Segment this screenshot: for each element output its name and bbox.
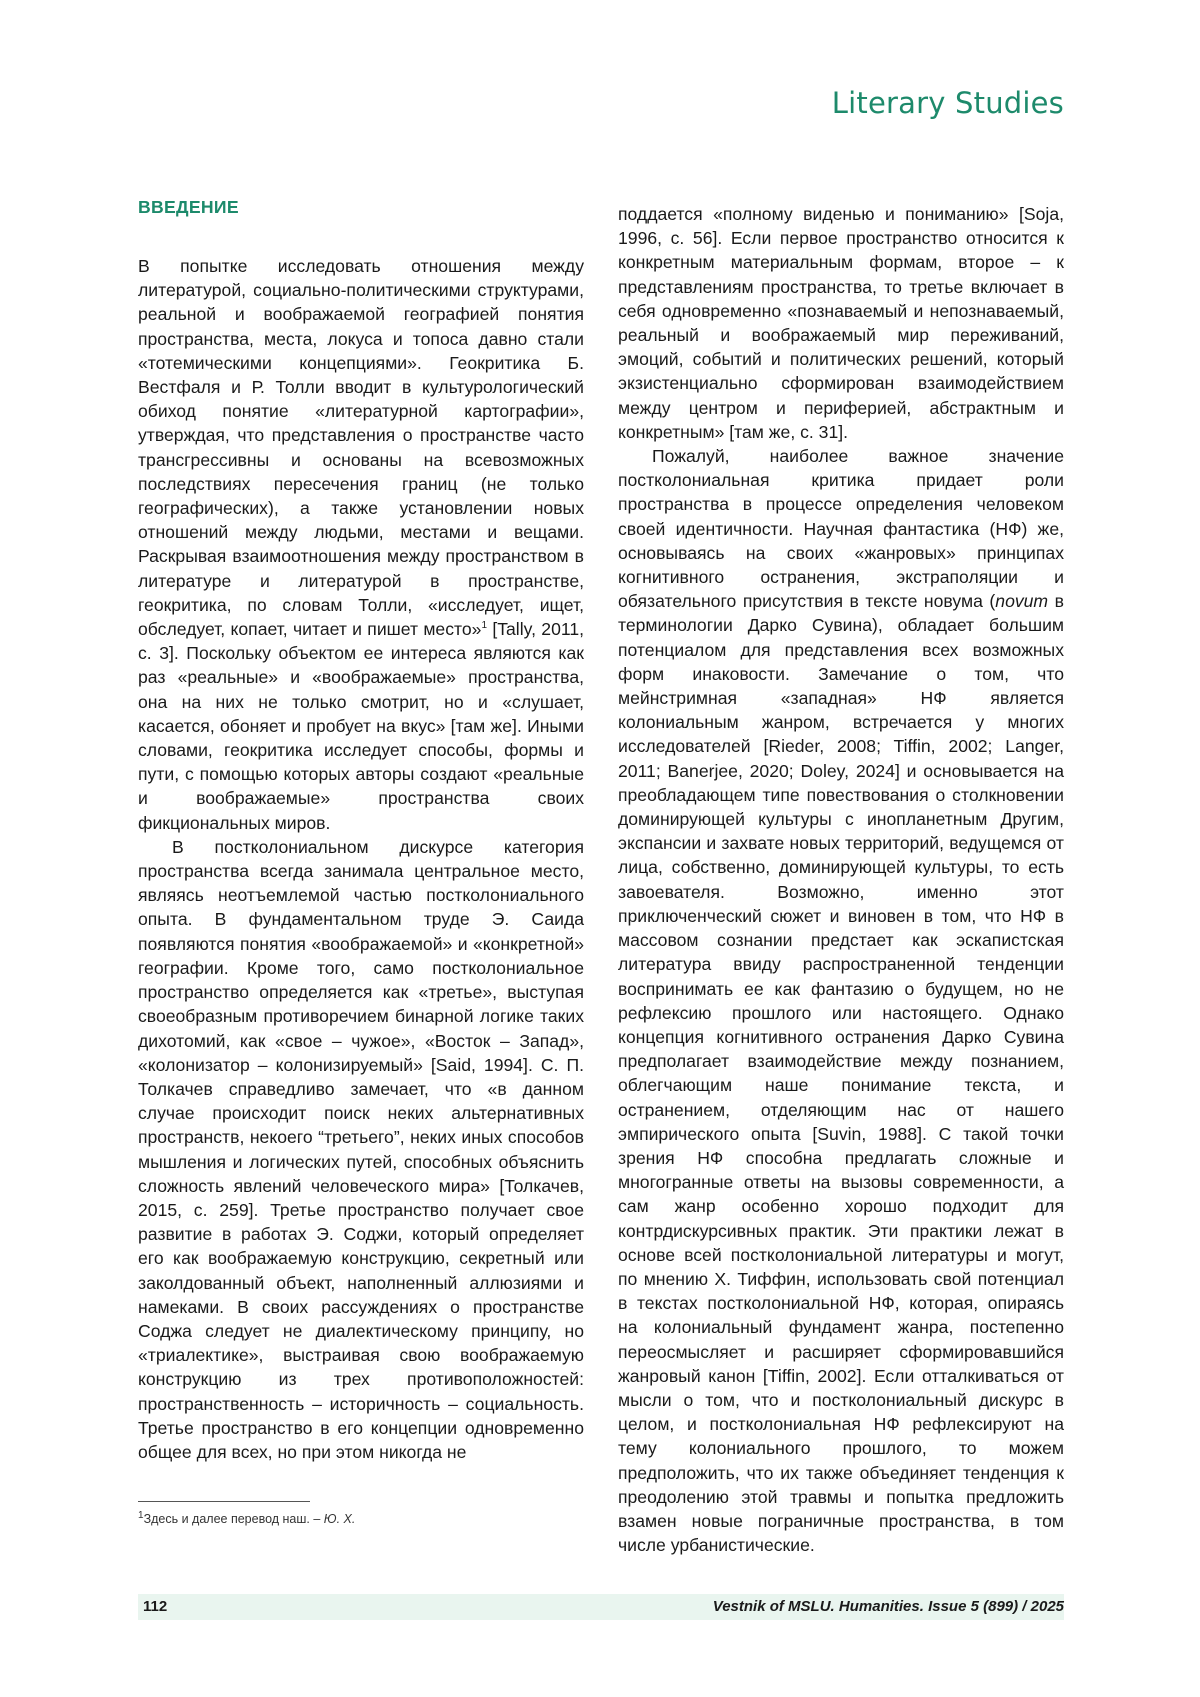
footnote-text: Здесь и далее перевод наш. – (143, 1512, 324, 1526)
paragraph-intro (138, 254, 584, 835)
paragraph-science-fiction (618, 444, 1064, 1557)
journal-reference: Vestnik of MSLU. Humanities. Issue 5 (899) / 2025 (712, 1598, 1064, 1615)
paragraph-intro-tail: [Tally, 2011, с. 3]. Поскольку объектом ее интереса являются как раз «реальные» и «воображаемые» пространства, она на них не только смотрит, но и «слушает, касается, обоняет и пробует на вкус» [там же]. Иными словами, геокритика исследует способы, формы и пути, с помощью которых авторы создают «реальные и воображаемые» пространства своих фикциональных миров. (138, 619, 585, 833)
footnote-reference[interactable]: 1 (481, 620, 488, 632)
section-heading: ВВЕДЕНИЕ (138, 197, 239, 217)
paragraph-postcolonial: В постколониальном дискурсе категория пространства всегда занимала центральное место, являясь неотъемлемой частью постколониального опыта. В фундаментальном труде Э. Саида появляются понятия «воображаемой» и «конкретной» географии. Кроме того, само постколониальное пространство определяется как «третье», выступая своеобразным противоречием бинарной логике таких дихотомий, как «свое – чужое», «Восток – Запад», «колонизатор – колонизируемый» [Said, 1994]. С. П. Толкачев справедливо замечает, что «в данном случае происходит поиск неких альтернативных пространств, некоего “третьего”, неких иных способов мышления и логических путей, способных объяснить сложность явлений человеческого мира» [Толкачев, 2015, с. 259]. Третье пространство получает свое развитие в работах Э. Соджи, который определяет его как воображаемую конструкцию, секретный или заколдованный объект, наполненный аллюзиями и намеками. В своих рассуждениях о пространстве Соджа следует не диалектическому принципу, но «триалектике», выстраивая свою воображаемую конструкцию из трех противоположностей: пространственность – историчность – социальность. Третье пространство в его концепции одновременно общее для всех, но при этом никогда не (138, 836, 584, 1462)
paragraph-continuation: поддается «полному виденью и пониманию» [Soja, 1996, с. 56]. Если первое пространство относится к конкретным материальным формам, второе – к представлениям пространства, то третье включает в себя одновременно «познаваемый и непознаваемый, реальный и воображаемый мир переживаний, эмоций, событий и политических решений, который экзистенциально сформирован взаимодействием между центром и периферией, абстрактным и конкретным» [там же, с. 31]. (618, 204, 1064, 442)
left-column (138, 196, 584, 1464)
novum-term: novum (995, 591, 1049, 612)
paragraph-sf-tail: в терминологии Дарко Сувина), обладает большим потенциалом для представления всех возможных форм инаковости. Замечание о том, что мейнстримная «западная» НФ является колониальным жанром, встречается у многих исследователей [Rieder, 2008; Tiffin, 2002; Langer, 2011; Banerjee, 2020; Doley, 2024] и основывается на преобладающем типе повествования о столкновении доминирующей культуры с инопланетным Другим, экспансии и захвате новых территорий, ведущемся от лица, собственно, доминирующей культуры, то есть завоевателя. Возможно, именно этот приключенческий сюжет и виновен в том, что НФ в массовом сознании предстает как эскапистская литература ввиду распространенной тенденции воспринимать ее как фантазию о будущем, но не рефлексию прошлого или настоящего. Однако концепция когнитивного остранения Дарко Сувина предполагает взаимодействие между познанием, облегчающим наше понимание текста, и остранением, отделяющим нас от нашего эмпирического опыта [Suvin, 1988]. С такой точки зрения НФ способна предлагать сложные и многогранные ответы на вызовы современности, а сам жанр особенно хорошо подходит для контрдискурсивных практик. Эти практики лежат в основе всей постколониальной литературы и могут, по мнению Х. Тиффин, использовать свой потенциал в текстах постколониальной НФ, которая, опираясь на колониальный фундамент жанра, постепенно переосмысляет и расширяет сформировавшийся жанровый канон [Tiffin, 2002]. Если отталкиваться от мысли о том, что и постколониальный дискурс в целом, и постколониальная НФ рефлексируют на тему колониального прошлого, то можем предположить, что их также объединяет тенденция к преодолению этой травмы и попытка предложить взамен новые пограничные пространства, в том числе урбанистические. (618, 591, 1064, 1556)
footnote-divider (138, 1501, 310, 1502)
footnote-author: Ю. Х. (323, 1512, 356, 1526)
footnote-mark: 1 (138, 1509, 144, 1521)
footnote (138, 1509, 356, 1526)
right-column (618, 202, 1064, 1557)
paragraph-intro-text: В попытке исследовать отношения между литературой, социально-политическими структурами, реальной и воображаемой географией понятия пространства, места, локуса и топоса давно стали «тотемическими концепциями». Геокритика Б. Вестфаля и Р. Толли вводит в культурологический обиход понятие «литературной картографии», утверждая, что представления о пространстве часто трансгрессивны и основаны на всевозможных последствиях пересечения границ (не только географических), а также установлении новых отношений между людьми, местами и вещами. Раскрывая взаимоотношения между пространством в литературе и литературой в пространстве, геокритика, по словам Толли, «исследует, ищет, обследует, копает, читает и пишет место» (138, 256, 584, 640)
page-number: 112 (143, 1598, 168, 1615)
paragraph-sf-text: Пожалуй, наиболее важное значение постколониальная критика придает роли пространства в процессе определения человеком своей идентичности. Научная фантастика (НФ) же, основываясь на своих «жанровых» принципах когнитивного остранения, экстраполяции и обязательного присутствия в тексте новума ( (618, 446, 1064, 612)
running-head: Literary Studies (831, 86, 1064, 120)
